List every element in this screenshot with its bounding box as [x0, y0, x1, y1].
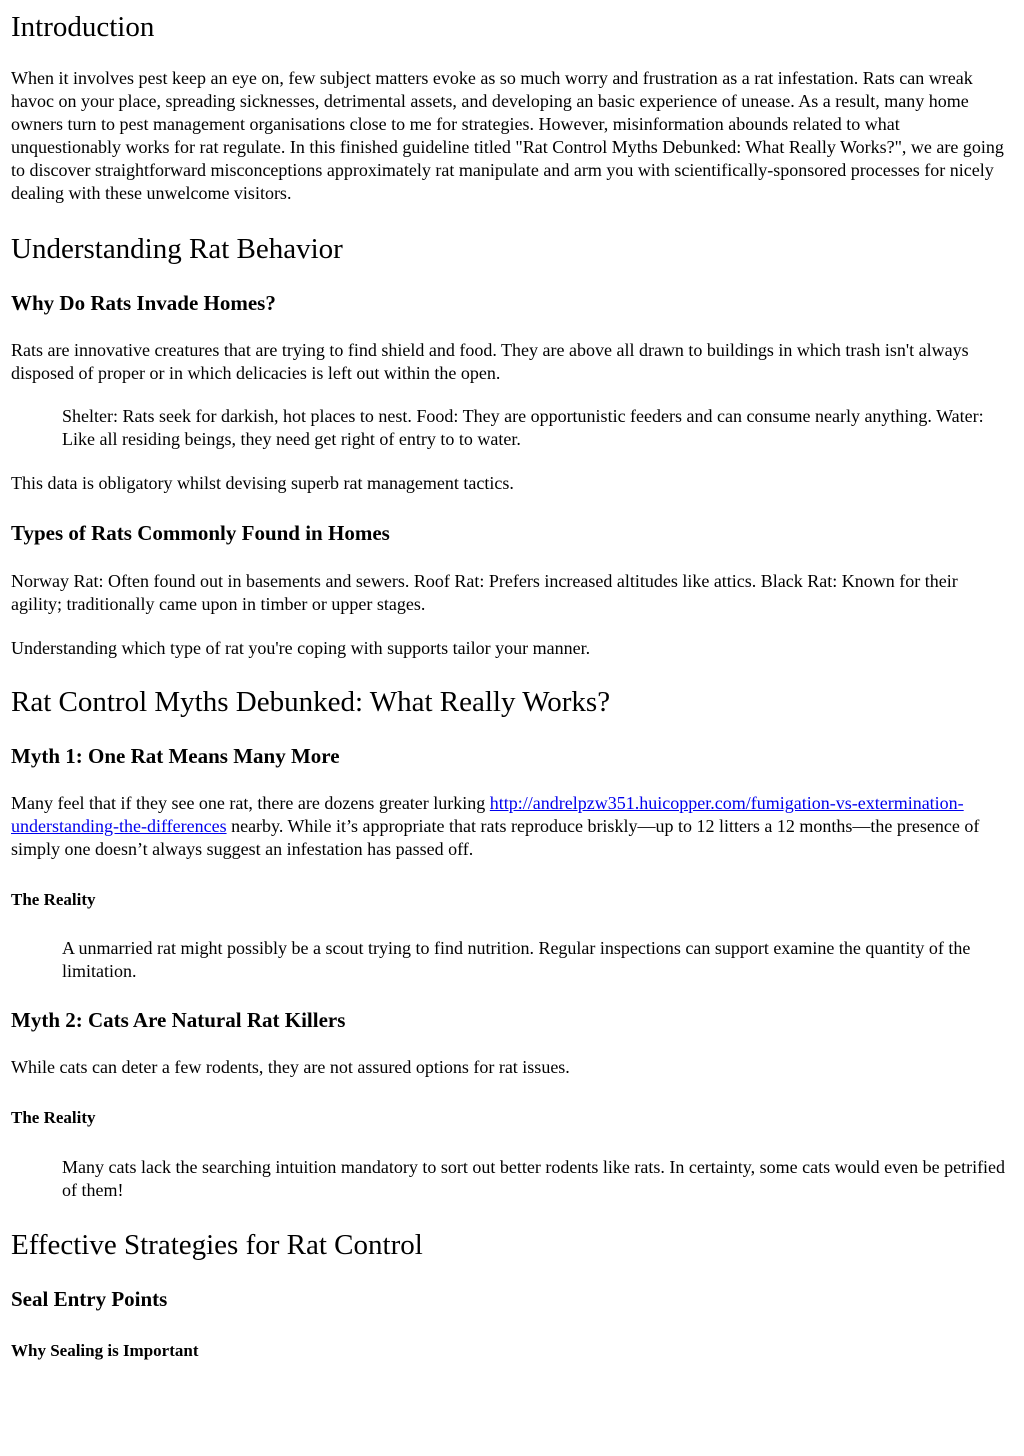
myth1-text-before: Many feel that if they see one rat, there are dozens greater lurking [11, 793, 490, 813]
why-sealing-heading: Why Sealing is Important [11, 1341, 199, 1360]
myth1-paragraph [11, 792, 1012, 861]
understanding-heading: Understanding Rat Behavior [11, 233, 343, 265]
introduction-paragraph: When it involves pest keep an eye on, few subject matters evoke as so much worry and frustration as a rat infestation. Rats can wreak havoc on your place, spreading sicknesses, detrimental assets, and developing an basic experience of unease. As a result, many home owners turn to pest management organisations close to me for strategies. However, misinformation abounds related to what unquestionably works for rat regulate. In this finished guideline titled "Rat Control Myths Debunked: What Really Works?", we are going to discover straightforward misconceptions approximately rat manipulate and arm you with scientifically-sponsored processes for nicely dealing with these unwelcome visitors. [11, 68, 1004, 203]
myth2-reality-blockquote: Many cats lack the searching intuition mandatory to sort out better rodents like rats. In certainty, some cats would even be petrified of them! [62, 1157, 1006, 1200]
why-invade-heading: Why Do Rats Invade Homes? [11, 291, 276, 315]
myth2-reality-heading: The Reality [11, 1108, 96, 1127]
types-paragraph: Norway Rat: Often found out in basements and sewers. Roof Rat: Prefers increased altitudes like attics. Black Rat: Known for their agility; traditionally came upon in timber or upper stages. [11, 571, 958, 614]
myth1-text-after: nearby. While it’s appropriate that rats reproduce briskly—up to 12 litters a 12 months—the presence of simply one doesn’t always suggest an infestation has passed off. [11, 816, 980, 859]
myth2-heading: Myth 2: Cats Are Natural Rat Killers [11, 1008, 346, 1032]
seal-entry-heading: Seal Entry Points [11, 1287, 168, 1311]
myth1-heading: Myth 1: One Rat Means Many More [11, 744, 340, 768]
myth1-reality-blockquote: A unmarried rat might possibly be a scout trying to find nutrition. Regular inspections can support examine the quantity of the limitation. [62, 938, 971, 981]
article [0, 10, 1024, 1362]
myths-heading: Rat Control Myths Debunked: What Really Works? [11, 686, 611, 718]
why-invade-paragraph: Rats are innovative creatures that are trying to find shield and food. They are above all drawn to buildings in which trash isn't always disposed of proper or in which delicacies is left out within the open. [11, 340, 969, 383]
effective-strategies-heading: Effective Strategies for Rat Control [11, 1229, 423, 1261]
tailor-paragraph: Understanding which type of rat you're coping with supports tailor your manner. [11, 638, 591, 658]
myth1-reality-heading: The Reality [11, 890, 96, 909]
data-paragraph: This data is obligatory whilst devising superb rat management tactics. [11, 473, 514, 493]
types-heading: Types of Rats Commonly Found in Homes [11, 521, 390, 545]
fumigation-link[interactable]: http://andrelpzw351.huicopper.com/fumigation-vs-extermination-understanding-the-differences [11, 793, 964, 836]
needs-blockquote: Shelter: Rats seek for darkish, hot places to nest. Food: They are opportunistic feeders and can consume nearly anything. Water: Like all residing beings, they need get right of entry to to water. [62, 406, 984, 449]
myth2-paragraph: While cats can deter a few rodents, they are not assured options for rat issues. [11, 1057, 570, 1077]
introduction-heading: Introduction [11, 11, 155, 43]
